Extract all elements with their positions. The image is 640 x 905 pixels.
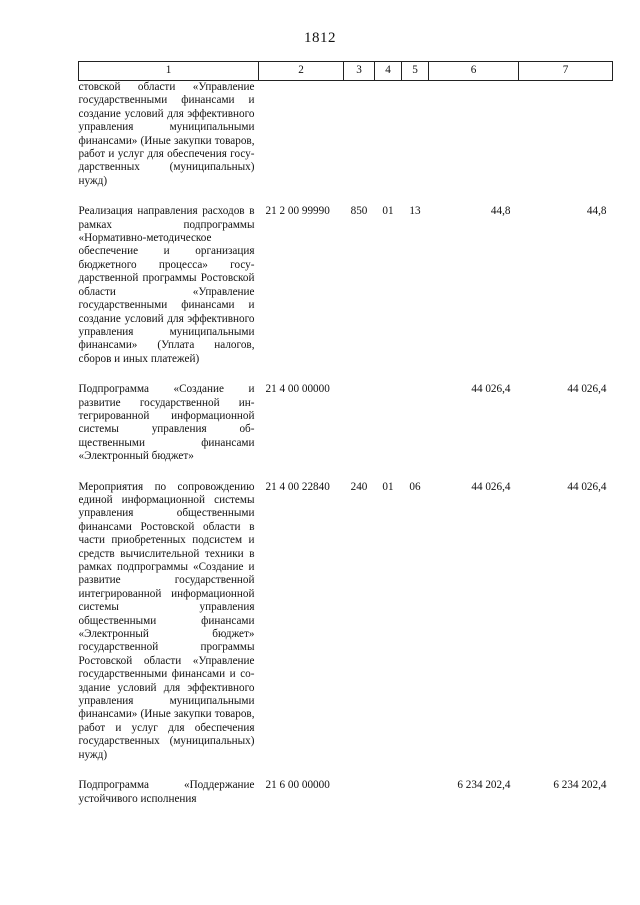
expense-type-code: 850 [350,205,368,218]
section-code: 01 [382,205,394,218]
section-code [375,81,402,189]
table-row [79,366,613,463]
target-article-code [259,81,344,189]
budget-table [78,61,613,806]
column-header-2: 2 [259,62,344,81]
subsection-code: 13 [409,205,421,218]
table-row [79,762,613,806]
row-description: Подпрограмма «Создание и развитие государственной интегрированной информационной системы управления общественными финансами «Электронный бюджет» [78,383,255,463]
section-code: 01 [382,480,394,493]
amount-col-6: 44,8 [490,205,511,218]
amount-col-7: 44,8 [586,205,607,218]
amount-col-7: 6 234 202,4 [553,779,607,792]
table-row [79,81,613,189]
page-number: 1812 [304,30,336,46]
column-header-5: 5 [402,62,429,81]
column-numbers-row [79,62,613,81]
target-article-code: 21 2 00 99990 [265,205,330,218]
expense-type-code [344,366,375,463]
subsection-code: 06 [409,480,421,493]
amount-col-6: 44 026,4 [471,480,511,493]
row-description: Мероприятия по сопровождению единой информационной системы управления общественными финансами Ростовской области в части приобретенных подсистем и средств вычислительной техники в рамках подпрограммы «Создание и развитие государственной интегрированной информационной системы управления общественными финансами «Электронный бюджет» государственной программы Ростовской области «Управление государственными финансами и создание условий для эффективного управления муниципальными финансами» (Иные закупки товаров, работ и услуг для обеспечения государственных (муниципальных) нужд) [78,480,255,761]
column-header-1: 1 [79,62,259,81]
row-description: Подпрограмма «Поддержание устойчивого исполнения [78,779,255,805]
table-body [79,81,613,806]
expense-type-code: 240 [350,480,368,493]
row-description: Реализация направления расходов в рамках подпрограммы «Нормативно-методическое обеспечение и организация бюджетного процесса» государственной программы Ростовской области «Управление государственными финансами и создание условий для эффективного управления муниципальными финансами» (Уплата налогов, сборов и иных платежей) [78,205,255,365]
amount-col-7: 44 026,4 [567,383,607,396]
table-row [79,464,613,763]
target-article-code: 21 6 00 00000 [265,779,330,792]
amount-col-7: 44 026,4 [567,480,607,493]
amount-col-7 [519,81,613,189]
subsection-code [402,366,429,463]
subsection-code [402,81,429,189]
column-header-3: 3 [344,62,375,81]
section-code [375,366,402,463]
section-code [375,762,402,806]
target-article-code: 21 4 00 00000 [265,383,330,396]
table-row [79,188,613,366]
subsection-code [402,762,429,806]
table-header [79,62,613,81]
target-article-code: 21 4 00 22840 [265,480,330,493]
column-header-4: 4 [375,62,402,81]
amount-col-6: 6 234 202,4 [457,779,511,792]
column-header-7: 7 [519,62,613,81]
column-header-6: 6 [429,62,519,81]
expense-type-code [344,762,375,806]
expense-type-code [344,81,375,189]
amount-col-6: 44 026,4 [471,383,511,396]
row-description: стовской области «Управление государственными финансами и создание условий для эффективного управления муниципальными финансами» (Иные закупки товаров, работ и услуг для обеспечения государственных (муниципальных) нужд) [78,81,255,187]
amount-col-6 [429,81,519,189]
